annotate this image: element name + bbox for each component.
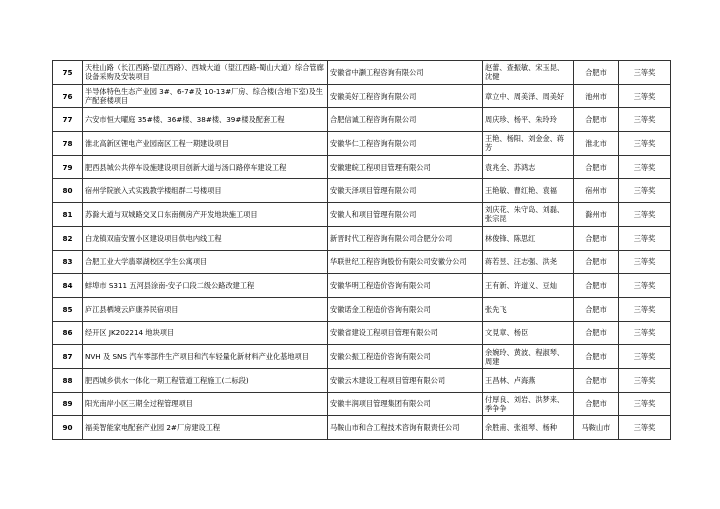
project-name-cell: 淮北高新区锂电产业园南区工程一期建设项目 bbox=[83, 132, 328, 156]
row-number-cell: 77 bbox=[53, 108, 83, 132]
personnel-cell: 余婉玲、黄波、程淑琴、周建 bbox=[483, 345, 574, 369]
company-name-cell: 合肥信诚工程咨询有限公司 bbox=[328, 108, 483, 132]
award-level-cell: 三等奖 bbox=[619, 179, 671, 203]
project-name-cell: 福美智能家电配套产业园 2#厂房建设工程 bbox=[83, 416, 328, 440]
project-name-cell: 肥西城乡供水一体化一期工程管道工程施工(二标段) bbox=[83, 368, 328, 392]
row-number-cell: 82 bbox=[53, 226, 83, 250]
row-number-cell: 84 bbox=[53, 274, 83, 298]
table-row bbox=[53, 203, 671, 227]
city-cell: 宿州市 bbox=[574, 179, 619, 203]
award-level-cell: 三等奖 bbox=[619, 345, 671, 369]
project-name-cell: 庐江县栖境云庐康养民宿项目 bbox=[83, 297, 328, 321]
city-cell: 合肥市 bbox=[574, 368, 619, 392]
table-row bbox=[53, 155, 671, 179]
table-row bbox=[53, 84, 671, 108]
personnel-cell: 张先飞 bbox=[483, 297, 574, 321]
row-number-cell: 88 bbox=[53, 368, 83, 392]
award-level-cell: 三等奖 bbox=[619, 84, 671, 108]
project-name-cell: 蚌埠市 S311 五河县涂南-安子口段二级公路改建工程 bbox=[83, 274, 328, 298]
company-name-cell: 安徽公振工程造价咨询有限公司 bbox=[328, 345, 483, 369]
company-name-cell: 安徽诺金工程造价咨询有限公司 bbox=[328, 297, 483, 321]
row-number-cell: 79 bbox=[53, 155, 83, 179]
project-name-cell: 合肥工业大学翡翠湖校区学生公寓项目 bbox=[83, 250, 328, 274]
personnel-cell: 王艳敏、曹红艳、袁福 bbox=[483, 179, 574, 203]
table-row bbox=[53, 108, 671, 132]
city-cell: 合肥市 bbox=[574, 108, 619, 132]
award-level-cell: 三等奖 bbox=[619, 297, 671, 321]
project-name-cell: 白龙镇双庙安置小区建设项目供电内线工程 bbox=[83, 226, 328, 250]
award-level-cell: 三等奖 bbox=[619, 108, 671, 132]
row-number-cell: 85 bbox=[53, 297, 83, 321]
personnel-cell: 周庆珍、杨平、朱玲玲 bbox=[483, 108, 574, 132]
city-cell: 合肥市 bbox=[574, 297, 619, 321]
personnel-cell: 王昌林、卢海燕 bbox=[483, 368, 574, 392]
city-cell: 合肥市 bbox=[574, 321, 619, 345]
personnel-cell: 蒋若昱、汪志强、洪尧 bbox=[483, 250, 574, 274]
company-name-cell: 安徽省中灏工程咨询有限公司 bbox=[328, 61, 483, 85]
table-row bbox=[53, 416, 671, 440]
project-name-cell: 肥西县城公共停车设施建设项目创新大道与汤口路停车建设工程 bbox=[83, 155, 328, 179]
table-row bbox=[53, 274, 671, 298]
city-cell: 滁州市 bbox=[574, 203, 619, 227]
row-number-cell: 90 bbox=[53, 416, 83, 440]
award-level-cell: 三等奖 bbox=[619, 132, 671, 156]
project-name-cell: 经开区 JK202214 地块项目 bbox=[83, 321, 328, 345]
city-cell: 淮北市 bbox=[574, 132, 619, 156]
project-name-cell: 半导体特色生态产业园 3#、6-7#及 10-13#厂房、综合楼(含地下室)及生产配套楼项目 bbox=[83, 84, 328, 108]
personnel-cell: 付厚良、刘岩、洪梦来、季争争 bbox=[483, 392, 574, 416]
personnel-cell: 余胜甫、张祖琴、杨种 bbox=[483, 416, 574, 440]
city-cell: 池州市 bbox=[574, 84, 619, 108]
award-level-cell: 三等奖 bbox=[619, 392, 671, 416]
award-level-cell: 三等奖 bbox=[619, 274, 671, 298]
company-name-cell: 安徽人和项目管理有限公司 bbox=[328, 203, 483, 227]
row-number-cell: 89 bbox=[53, 392, 83, 416]
personnel-cell: 文見章、杨臣 bbox=[483, 321, 574, 345]
personnel-cell: 王艳、杨阳、刘金金、蒋芳 bbox=[483, 132, 574, 156]
personnel-cell: 袁兆全、苏鸿志 bbox=[483, 155, 574, 179]
project-name-cell: NVH 及 SNS 汽车零部件生产项目和汽车轻量化新材料产业化基地项目 bbox=[83, 345, 328, 369]
awards-table-body bbox=[53, 61, 671, 440]
city-cell: 合肥市 bbox=[574, 345, 619, 369]
awards-table bbox=[52, 60, 671, 440]
award-level-cell: 三等奖 bbox=[619, 226, 671, 250]
city-cell: 合肥市 bbox=[574, 155, 619, 179]
award-level-cell: 三等奖 bbox=[619, 368, 671, 392]
row-number-cell: 86 bbox=[53, 321, 83, 345]
row-number-cell: 78 bbox=[53, 132, 83, 156]
personnel-cell: 林俊锋、陈思红 bbox=[483, 226, 574, 250]
row-number-cell: 81 bbox=[53, 203, 83, 227]
company-name-cell: 安徽云木建设工程项目管理有限公司 bbox=[328, 368, 483, 392]
personnel-cell: 刘庆花、朱守岛、刘磊、张宗昆 bbox=[483, 203, 574, 227]
table-row bbox=[53, 226, 671, 250]
row-number-cell: 75 bbox=[53, 61, 83, 85]
award-level-cell: 三等奖 bbox=[619, 155, 671, 179]
city-cell: 合肥市 bbox=[574, 226, 619, 250]
table-row bbox=[53, 132, 671, 156]
project-name-cell: 天柱山路（长江西路-望江西路）、西城大道（望江西路-蜀山大道）综合管廊设备采购及安装项目 bbox=[83, 61, 328, 85]
city-cell: 合肥市 bbox=[574, 61, 619, 85]
table-row bbox=[53, 345, 671, 369]
table-row bbox=[53, 61, 671, 85]
city-cell: 合肥市 bbox=[574, 250, 619, 274]
table-row bbox=[53, 321, 671, 345]
company-name-cell: 安徽省建设工程项目管理有限公司 bbox=[328, 321, 483, 345]
project-name-cell: 宿州学院嵌入式实践教学楼组群二号楼项目 bbox=[83, 179, 328, 203]
project-name-cell: 六安市恒大曜庭 35#楼、36#楼、38#楼、39#楼及配套工程 bbox=[83, 108, 328, 132]
company-name-cell: 安徽美好工程咨询有限公司 bbox=[328, 84, 483, 108]
award-level-cell: 三等奖 bbox=[619, 61, 671, 85]
company-name-cell: 安徽建皖工程项目管理有限公司 bbox=[328, 155, 483, 179]
table-row bbox=[53, 250, 671, 274]
company-name-cell: 安徽华仁工程咨询有限公司 bbox=[328, 132, 483, 156]
personnel-cell: 赵蕾、查振敏、宋玉昆、沈健 bbox=[483, 61, 574, 85]
row-number-cell: 80 bbox=[53, 179, 83, 203]
personnel-cell: 章立中、周美泽、周美好 bbox=[483, 84, 574, 108]
table-row bbox=[53, 297, 671, 321]
award-level-cell: 三等奖 bbox=[619, 416, 671, 440]
project-name-cell: 阳光南岸小区三期全过程管理项目 bbox=[83, 392, 328, 416]
company-name-cell: 安徽华明工程造价咨询有限公司 bbox=[328, 274, 483, 298]
table-row bbox=[53, 179, 671, 203]
row-number-cell: 76 bbox=[53, 84, 83, 108]
company-name-cell: 新晋时代工程咨询有限公司合肥分公司 bbox=[328, 226, 483, 250]
table-row bbox=[53, 392, 671, 416]
personnel-cell: 王有新、许道义、豆灿 bbox=[483, 274, 574, 298]
award-level-cell: 三等奖 bbox=[619, 321, 671, 345]
row-number-cell: 87 bbox=[53, 345, 83, 369]
city-cell: 合肥市 bbox=[574, 274, 619, 298]
company-name-cell: 安徽丰润项目管理集团有限公司 bbox=[328, 392, 483, 416]
city-cell: 合肥市 bbox=[574, 392, 619, 416]
company-name-cell: 马鞍山市和合工程技术咨询有限责任公司 bbox=[328, 416, 483, 440]
award-level-cell: 三等奖 bbox=[619, 203, 671, 227]
company-name-cell: 华联世纪工程咨询股份有限公司安徽分公司 bbox=[328, 250, 483, 274]
row-number-cell: 83 bbox=[53, 250, 83, 274]
city-cell: 马鞍山市 bbox=[574, 416, 619, 440]
project-name-cell: 苏滁大道与双城路交叉口东南侧房产开发地块施工项目 bbox=[83, 203, 328, 227]
table-row bbox=[53, 368, 671, 392]
award-level-cell: 三等奖 bbox=[619, 250, 671, 274]
company-name-cell: 安徽天泽项目管理有限公司 bbox=[328, 179, 483, 203]
